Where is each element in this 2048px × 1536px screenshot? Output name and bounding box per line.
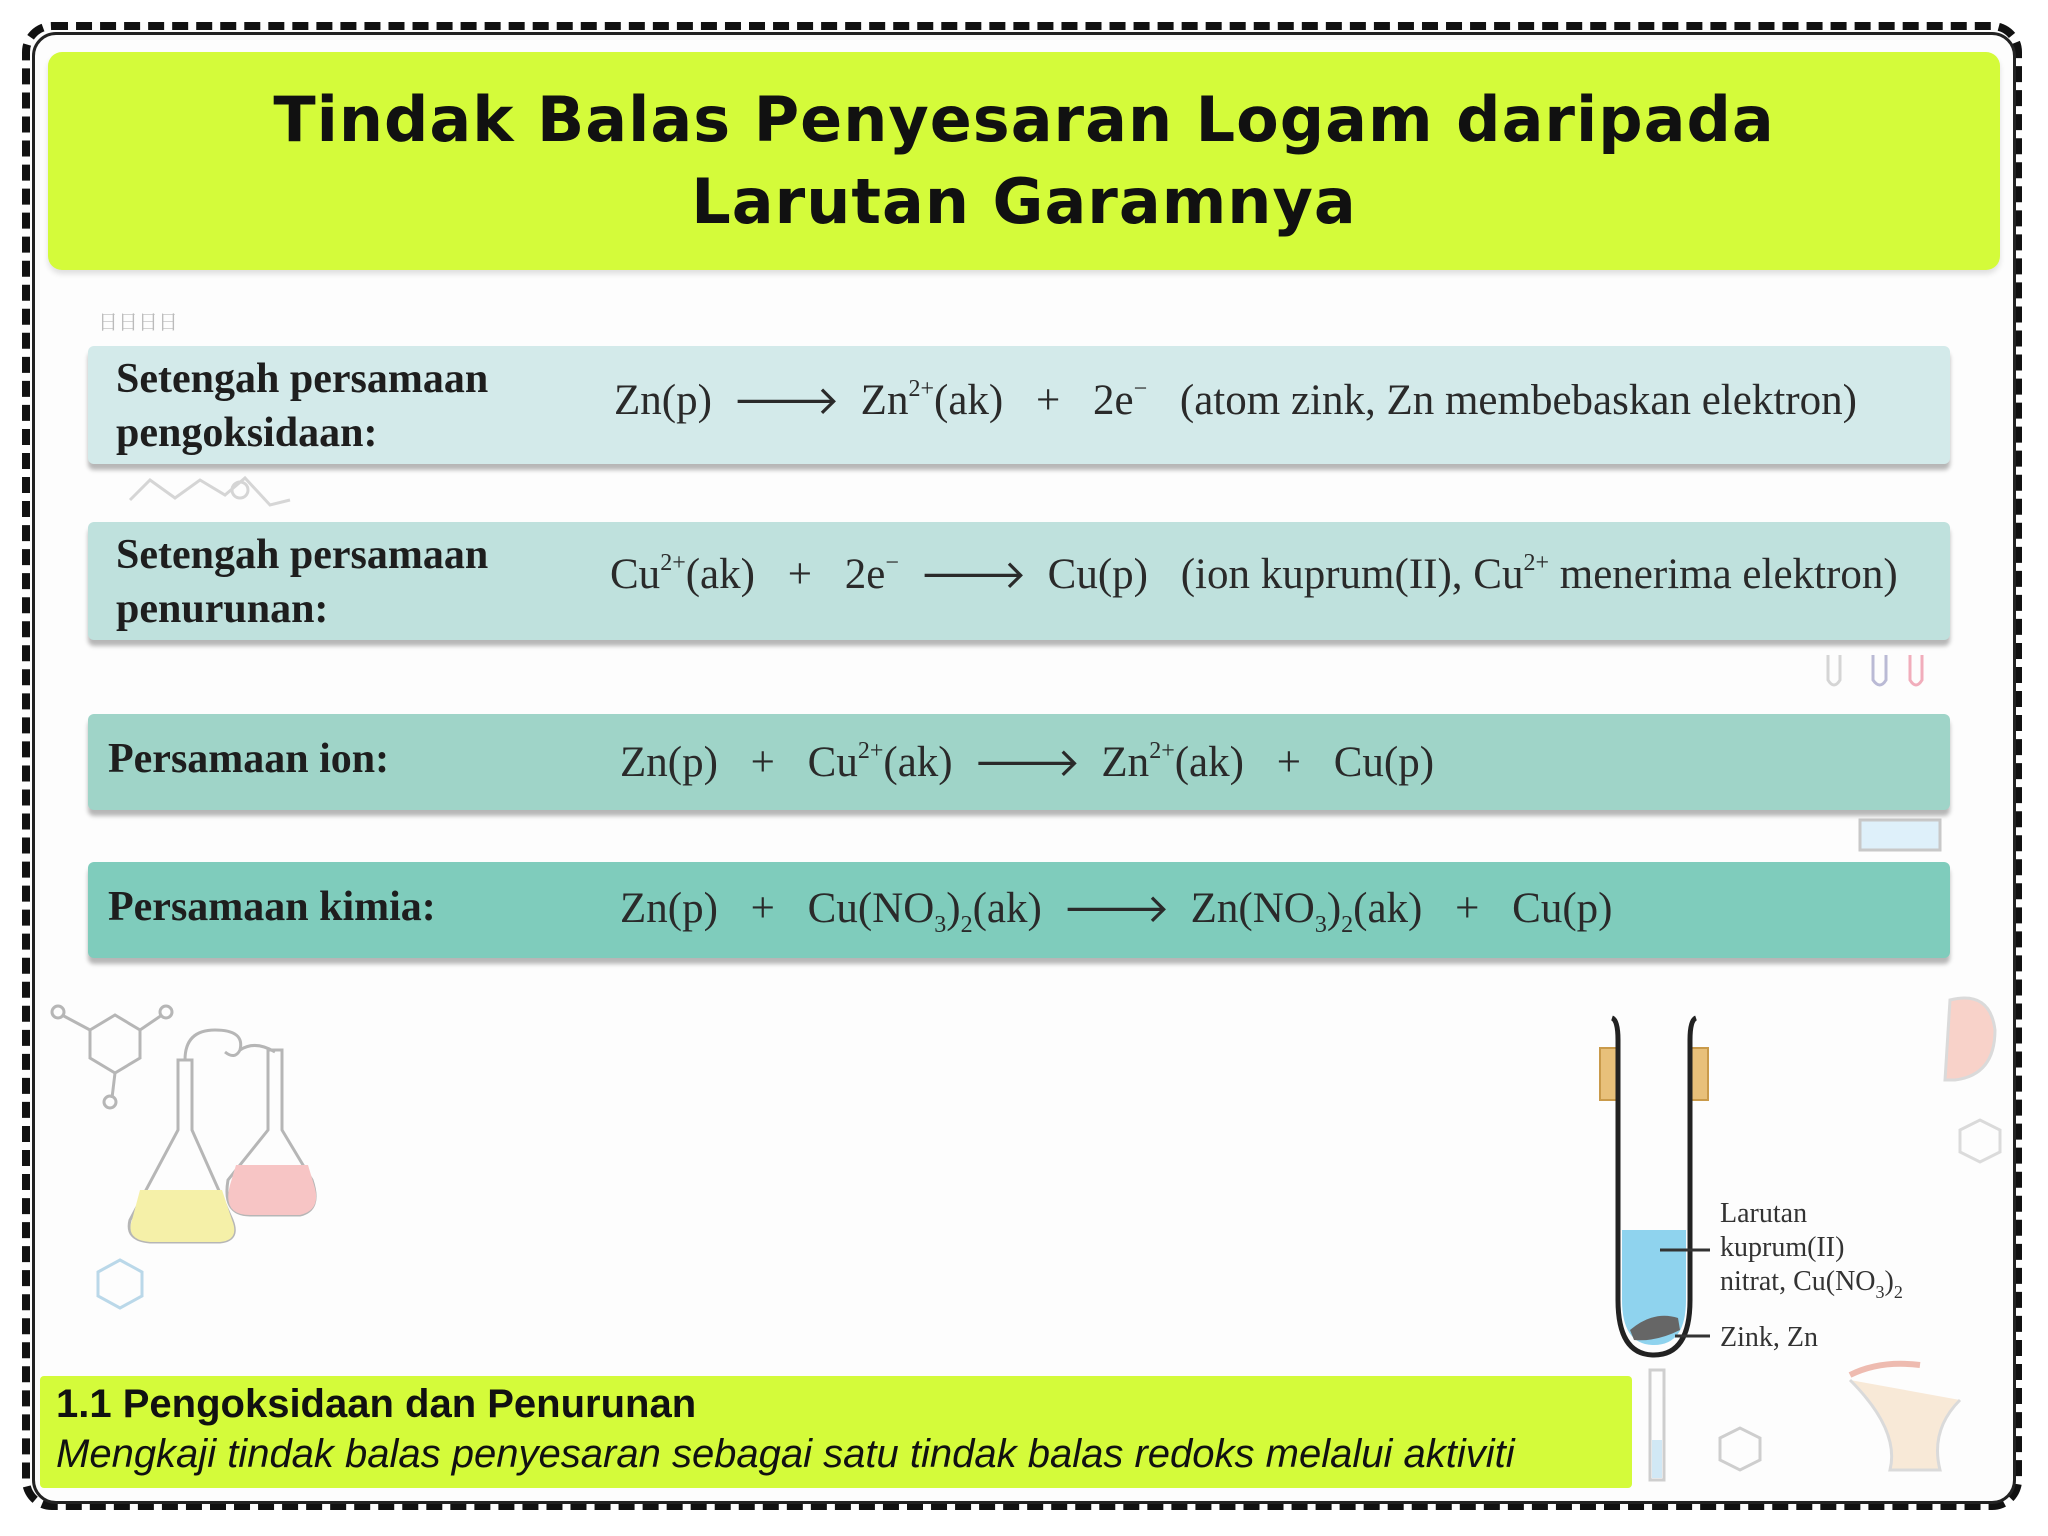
subscript-2: 2 <box>1893 1282 1903 1302</box>
chemical-product-state: (ak) <box>1353 885 1423 932</box>
bracket-close: ) <box>1884 1266 1894 1297</box>
solution-label-line3 <box>1720 1266 1903 1302</box>
reduction-product: Cu(p) <box>1047 551 1148 598</box>
arrow-icon: 🡒 <box>732 378 840 424</box>
chemical-equation <box>620 882 1612 936</box>
solution-label-line2: kuprum(II) <box>1720 1232 1845 1263</box>
oxidation-label <box>116 352 488 460</box>
ionic-reactant-charge: 2+ <box>857 738 884 764</box>
footer-description: Mengkaji tindak balas penyesaran sebagai satu tindak balas redoks melalui aktiviti <box>56 1432 1515 1476</box>
reduction-label <box>116 528 488 636</box>
oxidation-label-line2: pengoksidaan: <box>116 410 378 456</box>
ionic-product-charge: 2+ <box>1149 738 1175 764</box>
chemical-reactant-salt: Cu(NO <box>807 885 935 932</box>
reduction-note-charge: 2+ <box>1523 550 1550 576</box>
subscript-3: 3 <box>1314 912 1327 938</box>
solution-label-line1: Larutan <box>1720 1198 1808 1229</box>
oxidation-reactant: Zn(p) <box>614 377 712 424</box>
reduction-reactant-state: (ak) <box>685 551 755 598</box>
plus-sign: + <box>1455 885 1480 932</box>
oxidation-electrons: 2e <box>1093 377 1134 424</box>
oxidation-equation <box>614 374 1857 428</box>
reduction-note: (ion kuprum(II), Cu <box>1180 551 1524 598</box>
electron-charge: − <box>885 550 899 576</box>
reduction-reactant: Cu <box>610 551 661 598</box>
footer-banner <box>40 1376 1632 1488</box>
subscript-3: 3 <box>1875 1282 1885 1302</box>
ionic-product-state: (ak) <box>1174 739 1244 786</box>
reduction-electrons: 2e <box>844 551 886 598</box>
subscript-2: 2 <box>1341 912 1354 938</box>
plus-sign: + <box>1035 377 1061 424</box>
footer-topic: 1.1 Pengoksidaan dan Penurunan <box>56 1382 697 1426</box>
chemical-product-copper: Cu(p) <box>1512 885 1613 932</box>
ionic-reactant-state: (ak) <box>883 739 953 786</box>
oxidation-half-equation-box <box>88 346 1950 464</box>
arrow-icon: 🡒 <box>1062 886 1170 932</box>
electron-charge: − <box>1133 376 1148 402</box>
stopper-right <box>1690 1048 1708 1100</box>
plus-sign: + <box>787 551 812 598</box>
ionic-product-copper: Cu(p) <box>1333 739 1435 786</box>
reduction-reactant-charge: 2+ <box>660 550 686 576</box>
reduction-label-line2: penurunan: <box>116 586 329 632</box>
arrow-icon: 🡒 <box>973 740 1081 786</box>
oxidation-note: (atom zink, Zn membebaskan elektron) <box>1179 377 1857 424</box>
reduction-equation <box>610 548 1898 602</box>
subscript-2: 2 <box>960 912 973 938</box>
chemical-label: Persamaan kimia: <box>108 884 436 930</box>
reduction-label-line1: Setengah persamaan <box>116 532 489 578</box>
ionic-reactant-zinc: Zn(p) <box>620 739 718 786</box>
bracket-close: ) <box>946 885 961 932</box>
title-banner <box>48 52 2000 270</box>
reduction-note-end: menerima elektron) <box>1549 551 1898 598</box>
plus-sign: + <box>1276 739 1301 786</box>
oxidation-product-charge: 2+ <box>908 376 934 402</box>
page-title: Tindak Balas Penyesaran Logam daripada Larutan Garamnya <box>273 83 1775 238</box>
chemical-product-salt: Zn(NO <box>1190 885 1315 932</box>
faint-label: 日日日日 <box>98 312 178 334</box>
chemical-reactant-state: (ak) <box>972 885 1042 932</box>
ionic-equation-box <box>88 714 1950 810</box>
oxidation-label-line1: Setengah persamaan <box>116 356 489 402</box>
test-tube-diagram <box>1560 1000 2000 1370</box>
stopper-left <box>1600 1048 1618 1100</box>
zinc-label: Zink, Zn <box>1720 1322 1818 1353</box>
ionic-equation <box>620 736 1434 790</box>
solution-formula: nitrat, Cu(NO <box>1720 1266 1876 1297</box>
chemical-reactant-zinc: Zn(p) <box>620 885 718 932</box>
chemical-equation-box <box>88 862 1950 958</box>
reduction-half-equation-box <box>88 522 1950 640</box>
oxidation-product: Zn <box>860 377 909 424</box>
plus-sign: + <box>750 885 775 932</box>
arrow-icon: 🡒 <box>919 552 1027 598</box>
bracket-close: ) <box>1326 885 1342 932</box>
plus-sign: + <box>750 739 775 786</box>
ionic-label: Persamaan ion: <box>108 736 390 782</box>
oxidation-product-state: (ak) <box>934 377 1004 424</box>
subscript-3: 3 <box>934 912 947 938</box>
ionic-product-zinc-ion: Zn <box>1101 739 1150 786</box>
ionic-reactant-copper-ion: Cu <box>807 739 858 786</box>
